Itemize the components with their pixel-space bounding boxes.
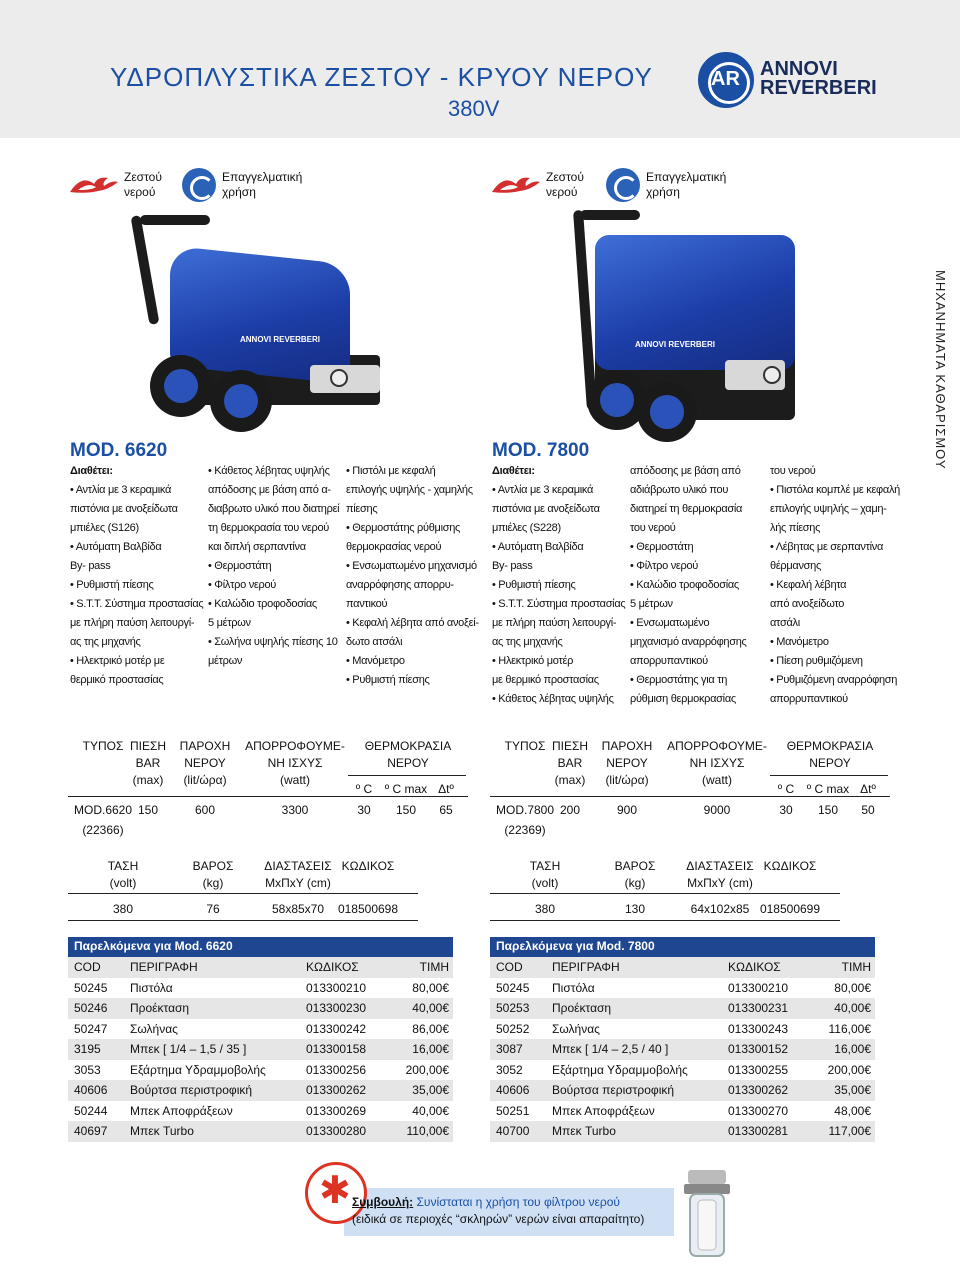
- spec-temp-max: 150: [817, 803, 839, 817]
- table-row: [490, 1019, 875, 1040]
- table-row: [68, 1121, 453, 1142]
- spec-voltage: 380: [112, 902, 134, 916]
- professional-use-icon: [182, 168, 216, 202]
- table-row: [68, 1080, 453, 1101]
- table-row: [68, 1060, 453, 1081]
- brand-name-line2: REVERBERI: [760, 77, 877, 99]
- feature-line: ατσάλι: [770, 617, 800, 629]
- cell: 013300210: [306, 980, 367, 995]
- col-header-power: ΑΠΟΡΡΟΦΟΥΜΕ-: [667, 739, 767, 753]
- feature-line: απορρυπαντικού: [630, 655, 708, 667]
- professional-use-badge-label: Επαγγελματική χρήση: [646, 170, 727, 199]
- col-header-temperature: ΝΕΡΟΥ: [809, 756, 851, 770]
- cell: 35,00€: [412, 1083, 449, 1098]
- side-category-label: ΜΗΧΑΝΗΜΑΤΑ ΚΑΘΑΡΙΣΜΟΥ: [933, 270, 948, 470]
- spec-code: 018500698: [337, 902, 399, 916]
- cell: Μπεκ Turbo: [130, 1124, 194, 1139]
- feature-line: θερμοκρασίας νερού: [346, 541, 442, 553]
- table-row: [68, 1039, 453, 1060]
- cell: 200,00€: [827, 1062, 871, 1077]
- col-header-weight: ΒΑΡΟΣ: [192, 859, 234, 873]
- cell: 50245: [74, 980, 108, 995]
- feature-line: μπιέλες (S126): [70, 522, 139, 534]
- col-header-dimensions: ΜxΠxΥ (cm): [687, 876, 753, 890]
- feature-line: πιστόνια με ανοξείδωτα: [492, 503, 600, 515]
- col-header-voltage: (volt): [109, 876, 137, 890]
- col-header-voltage: ΤΑΣΗ: [529, 859, 561, 873]
- feature-line: από ανοξείδωτο: [770, 598, 845, 610]
- spec-temp-c: 30: [779, 803, 793, 817]
- col-header-power: ΑΠΟΡΡΟΦΟΥΜΕ-: [245, 739, 345, 753]
- col-header-pressure: ΠΙΕΣΗ: [129, 739, 167, 753]
- table-row: [490, 1121, 875, 1142]
- feature-line: • Πιστόλι με κεφαλή: [346, 465, 436, 477]
- col-header-weight: ΒΑΡΟΣ: [614, 859, 656, 873]
- feature-line: • Ρυθμιστή πίεσης: [492, 579, 576, 591]
- feature-line: του νερού: [770, 465, 816, 477]
- feature-line: • Θερμοστάτης για τη: [630, 674, 728, 686]
- table-row: [490, 998, 875, 1019]
- model-7800-title: MOD. 7800: [492, 440, 590, 461]
- cell: Πιστόλα: [552, 980, 595, 995]
- feature-line: απορρυπαντικού: [770, 693, 848, 705]
- cell: Μπεκ [ 1/4 – 2,5 / 40 ]: [552, 1042, 669, 1057]
- cell: 80,00€: [412, 980, 449, 995]
- table-rule: [68, 893, 418, 894]
- spec-type-code: (22366): [82, 823, 124, 837]
- feature-line: με πλήρη παύση λειτουργί-: [70, 617, 195, 629]
- feature-line: • Κάθετος λέβητας υψηλής: [208, 465, 330, 477]
- table-rule: [348, 775, 466, 776]
- accessories-header-row: [490, 957, 875, 978]
- page-title: ΥΔΡΟΠΛΥΣΤΙΚΑ ΖΕΣΤΟΥ - ΚΡΥΟΥ ΝΕΡΟΥ: [110, 62, 653, 92]
- feature-line: και διπλή σερπαντίνα: [208, 541, 306, 553]
- cell: ΠΕΡΙΓΡΑΦΗ: [130, 960, 198, 975]
- cell: 48,00€: [834, 1103, 871, 1118]
- feature-line: 5 μέτρων: [208, 617, 251, 629]
- cell: 013300231: [728, 1001, 789, 1016]
- feature-line: με θερμικό προστασίας: [492, 674, 599, 686]
- feature-line: • Λέβητας με σερπαντίνα: [770, 541, 884, 553]
- machine-6620-brand-label: ANNOVI REVERBERI: [240, 335, 321, 344]
- accessories-table-6620: [68, 937, 453, 1142]
- cell: Βούρτσα περιστροφική: [130, 1083, 253, 1098]
- cell: 16,00€: [412, 1042, 449, 1057]
- cell: Βούρτσα περιστροφική: [552, 1083, 675, 1098]
- spec-delta-t: 50: [861, 803, 875, 817]
- feature-line: μηχανισμό αναρρόφησης: [630, 636, 747, 648]
- cell: 35,00€: [834, 1083, 871, 1098]
- cell: 50247: [74, 1021, 108, 1036]
- feature-line: • Αυτόματη Βαλβίδα: [492, 541, 584, 553]
- feature-line: • Μανόμετρο: [346, 655, 405, 667]
- col-header-flow: ΝΕΡΟΥ: [184, 756, 226, 770]
- feature-line: • Θερμοστάτη: [630, 541, 694, 553]
- cell: 013300256: [306, 1062, 367, 1077]
- cell: 013300158: [306, 1042, 367, 1057]
- page-subtitle: 380V: [448, 96, 500, 121]
- accessories-title: Παρελκόμενα για Mod. 6620: [68, 937, 453, 957]
- accessories-table-7800: [490, 937, 875, 1142]
- col-header-flow: ΠΑΡΟΧΗ: [601, 739, 653, 753]
- feature-line: ας της μηχανής: [70, 636, 141, 648]
- cell: 013300262: [728, 1083, 789, 1098]
- feature-line: μπιέλες (S228): [492, 522, 561, 534]
- feature-line: απόδοσης με βάση από: [630, 465, 741, 477]
- table-row: [490, 1039, 875, 1060]
- col-header-code: ΚΩΔΙΚΟΣ: [341, 859, 395, 873]
- feature-line: διαβρωτο υλικό που διατηρεί: [208, 503, 340, 515]
- table-rule: [490, 893, 840, 894]
- feature-line: • Καλώδιο τροφοδοσίας: [208, 598, 317, 610]
- feature-line: του νερού: [630, 522, 676, 534]
- table-row: [68, 978, 453, 999]
- feature-line: επιλογής υψηλής – χαμη-: [770, 503, 887, 515]
- accessories-header-row: [68, 957, 453, 978]
- table-row: [490, 1080, 875, 1101]
- table-row: [490, 1060, 875, 1081]
- feature-line: αδιάβρωτο υλικό που: [630, 484, 729, 496]
- cell: 013300242: [306, 1021, 367, 1036]
- cell: 013300210: [728, 980, 789, 995]
- spec-weight: 76: [206, 902, 220, 916]
- col-header-temp-max: º C max: [806, 782, 850, 796]
- cell: 117,00€: [828, 1124, 871, 1139]
- model-6620-features-col1: [70, 462, 210, 690]
- col-header-pressure: (max): [132, 773, 164, 787]
- feature-line: • Ρυθμιζόμενη αναρρόφηση: [770, 674, 898, 686]
- table-row: [68, 1019, 453, 1040]
- cell: 013300230: [306, 1001, 367, 1016]
- spec-flow: 600: [194, 803, 216, 817]
- col-header-temperature: ΘΕΡΜΟΚΡΑΣΙΑ: [364, 739, 452, 753]
- brand-name: [760, 60, 877, 98]
- spec-flow: 900: [616, 803, 638, 817]
- feature-line: ρύθμιση θερμοκρασίας: [630, 693, 736, 705]
- feature-line: θέρμανσης: [770, 560, 821, 572]
- feature-line: τη θερμοκρασία του νερού: [208, 522, 329, 534]
- spec-weight: 130: [624, 902, 646, 916]
- cell: Μπεκ Turbo: [552, 1124, 616, 1139]
- col-header-delta-t: Δtº: [438, 782, 454, 796]
- feature-line: απόδοσης με βάση από α-: [208, 484, 331, 496]
- table-rule: [490, 796, 890, 797]
- cell: 40,00€: [412, 1103, 449, 1118]
- col-header-pressure: ΠΙΕΣΗ: [551, 739, 589, 753]
- feature-line: • Αντλία με 3 κεραμικά: [70, 484, 172, 496]
- cell: Προέκταση: [130, 1001, 190, 1016]
- feature-line: παντικού: [346, 598, 388, 610]
- feature-line: By- pass: [492, 560, 533, 572]
- accessories-title: Παρελκόμενα για Mod. 7800: [490, 937, 875, 957]
- hot-water-icon: [490, 172, 542, 194]
- table-row: [68, 1101, 453, 1122]
- col-header-type: ΤΥΠΟΣ: [504, 739, 546, 753]
- cell: 40606: [496, 1083, 530, 1098]
- spec-power: 3300: [281, 803, 309, 817]
- spec-code: 018500699: [759, 902, 821, 916]
- tip-text: [352, 1194, 644, 1228]
- cell: Πιστόλα: [130, 980, 173, 995]
- machine-7800-brand-label: ANNOVI REVERBERI: [635, 340, 716, 349]
- col-header-pressure: BAR: [557, 756, 583, 770]
- table-rule: [68, 796, 468, 797]
- col-header-power: (watt): [702, 773, 732, 787]
- col-header-type: ΤΥΠΟΣ: [82, 739, 124, 753]
- feature-line: • Μανόμετρο: [770, 636, 829, 648]
- model-6620-features-col3: [346, 462, 486, 690]
- col-header-pressure: BAR: [135, 756, 161, 770]
- cell: 40700: [496, 1124, 530, 1139]
- feature-line: • Ηλεκτρικό μοτέρ με: [70, 655, 165, 667]
- cell: 200,00€: [405, 1062, 449, 1077]
- machine-7800-image: [565, 210, 825, 445]
- tip-line2: (ειδικά σε περιοχές “σκληρών” νερών είναι απαραίτητο): [352, 1212, 645, 1226]
- col-header-temperature: ΝΕΡΟΥ: [387, 756, 429, 770]
- table-row: [490, 978, 875, 999]
- spec-temp-c: 30: [357, 803, 371, 817]
- col-header-dimensions: ΔΙΑΣΤΑΣΕΙΣ: [264, 859, 332, 873]
- col-header-flow: (lit/ώρα): [183, 773, 227, 787]
- col-header-dimensions: ΜxΠxΥ (cm): [265, 876, 331, 890]
- feature-line: • Αντλία με 3 κεραμικά: [492, 484, 594, 496]
- cell: 013300280: [306, 1124, 367, 1139]
- cell: Μπεκ Αποφράξεων: [130, 1103, 233, 1118]
- feature-line: • Κεφαλή λέβητα από ανοξεί-: [346, 617, 479, 629]
- cell: ΚΩΔΙΚΟΣ: [728, 960, 781, 975]
- col-header-pressure: (max): [554, 773, 586, 787]
- cell: 50251: [496, 1103, 530, 1118]
- cell: Προέκταση: [552, 1001, 612, 1016]
- col-header-delta-t: Δtº: [860, 782, 876, 796]
- spec-type: MOD.6620: [73, 803, 133, 817]
- cell: 86,00€: [412, 1021, 449, 1036]
- cell: 3195: [74, 1042, 101, 1057]
- feature-line: • S.T.T. Σύστημα προστασίας: [492, 598, 626, 610]
- brand-name-line1: ANNOVI: [760, 58, 838, 80]
- col-header-weight: (kg): [624, 876, 646, 890]
- col-header-temperature: ΘΕΡΜΟΚΡΑΣΙΑ: [786, 739, 874, 753]
- spec-pressure: 150: [137, 803, 159, 817]
- feature-line: • Ηλεκτρικό μοτέρ: [492, 655, 574, 667]
- feature-line: • S.T.T. Σύστημα προστασίας: [70, 598, 204, 610]
- feature-line: πιστόνια με ανοξείδωτα: [70, 503, 178, 515]
- model-6620-features-col2: [208, 462, 343, 671]
- cell: ΤΙΜΗ: [419, 960, 449, 975]
- brand-logo-letters: AR: [711, 68, 740, 90]
- cell: 013300270: [728, 1103, 789, 1118]
- feature-line: • Σωλήνα υψηλής πίεσης 10: [208, 636, 338, 648]
- table-rule: [490, 920, 840, 921]
- table-rule: [770, 775, 888, 776]
- feature-line: 5 μέτρων: [630, 598, 673, 610]
- cell: 013300269: [306, 1103, 367, 1118]
- spec-dimensions: 64x102x85: [690, 902, 750, 916]
- cell: 40606: [74, 1083, 108, 1098]
- cell: COD: [74, 960, 101, 975]
- table-rule: [68, 920, 418, 921]
- model-7800-features-col1: [492, 462, 632, 709]
- spec-pressure: 200: [559, 803, 581, 817]
- cell: Εξάρτημα Υδραμμοβολής: [130, 1062, 266, 1077]
- features-heading: Διαθέτει:: [492, 465, 535, 477]
- col-header-flow: ΠΑΡΟΧΗ: [179, 739, 231, 753]
- col-header-power: ΝΗ ΙΣΧΥΣ: [689, 756, 745, 770]
- spec-dimensions: 58x85x70: [271, 902, 325, 916]
- cell: Σωλήνας: [130, 1021, 178, 1036]
- col-header-flow: ΝΕΡΟΥ: [606, 756, 648, 770]
- machine-6620-image: [130, 215, 400, 440]
- col-header-voltage: ΤΑΣΗ: [107, 859, 139, 873]
- cell: Μπεκ Αποφράξεων: [552, 1103, 655, 1118]
- feature-line: • Ρυθμιστή πίεσης: [70, 579, 154, 591]
- col-header-code: ΚΩΔΙΚΟΣ: [763, 859, 817, 873]
- cell: 3052: [496, 1062, 523, 1077]
- cell: 40,00€: [834, 1001, 871, 1016]
- cell: 50245: [496, 980, 530, 995]
- feature-line: • Ενσωματωμένο μηχανισμό: [346, 560, 477, 572]
- cell: 50252: [496, 1021, 530, 1036]
- feature-line: λής πίεσης: [770, 522, 821, 534]
- cell: Εξάρτημα Υδραμμοβολής: [552, 1062, 688, 1077]
- col-header-dimensions: ΔΙΑΣΤΑΣΕΙΣ: [686, 859, 754, 873]
- table-row: [490, 1101, 875, 1122]
- col-header-flow: (lit/ώρα): [605, 773, 649, 787]
- feature-line: θερμικό προστασίας: [70, 674, 164, 686]
- col-header-temp-c: º C: [355, 782, 373, 796]
- cell: 80,00€: [834, 980, 871, 995]
- feature-line: ας της μηχανής: [492, 636, 563, 648]
- feature-line: • Θερμοστάτη: [208, 560, 272, 572]
- cell: 116,00€: [828, 1021, 871, 1036]
- professional-use-icon: [606, 168, 640, 202]
- spec-power: 9000: [703, 803, 731, 817]
- feature-line: μέτρων: [208, 655, 243, 667]
- model-6620-title: MOD. 6620: [70, 440, 168, 461]
- cell: 50244: [74, 1103, 108, 1118]
- spec-voltage: 380: [534, 902, 556, 916]
- spec-temp-max: 150: [395, 803, 417, 817]
- feature-line: • Πίεση ρυθμιζόμενη: [770, 655, 863, 667]
- feature-line: • Ρυθμιστή πίεσης: [346, 674, 430, 686]
- feature-line: • Κάθετος λέβητας υψηλής: [492, 693, 614, 705]
- cell: 013300255: [728, 1062, 789, 1077]
- features-heading: Διαθέτει:: [70, 465, 113, 477]
- feature-line: πίεσης: [346, 503, 378, 515]
- model-7800-features-col3: [770, 462, 910, 709]
- col-header-weight: (kg): [202, 876, 224, 890]
- cell: ΚΩΔΙΚΟΣ: [306, 960, 359, 975]
- cell: 16,00€: [834, 1042, 871, 1057]
- cell: 013300152: [728, 1042, 789, 1057]
- feature-line: • Καλώδιο τροφοδοσίας: [630, 579, 739, 591]
- cell: 50246: [74, 1001, 108, 1016]
- cell: 3053: [74, 1062, 101, 1077]
- cell: 40697: [74, 1124, 108, 1139]
- feature-line: με πλήρη παύση λειτουργί-: [492, 617, 617, 629]
- table-row: [68, 998, 453, 1019]
- feature-line: αναρρόφησης απορρυ-: [346, 579, 454, 591]
- tip-label: Συμβουλή:: [352, 1195, 414, 1209]
- professional-use-badge-label: Επαγγελματική χρήση: [222, 170, 303, 199]
- cell: 013300262: [306, 1083, 367, 1098]
- tip-line1: Συνίσταται η χρήση του φίλτρου νερού: [416, 1195, 620, 1209]
- cell: COD: [496, 960, 523, 975]
- cell: 110,00€: [406, 1124, 449, 1139]
- feature-line: • Κεφαλή λέβητα: [770, 579, 847, 591]
- model-7800-features-col2: [630, 462, 766, 709]
- spec-table-7800: [490, 738, 890, 928]
- col-header-voltage: (volt): [531, 876, 559, 890]
- cell: 40,00€: [412, 1001, 449, 1016]
- feature-line: • Φίλτρο νερού: [630, 560, 698, 572]
- col-header-temp-max: º C max: [384, 782, 428, 796]
- hot-water-icon: [68, 172, 120, 194]
- feature-line: δωτο ατσάλι: [346, 636, 403, 648]
- feature-line: • Θερμοστάτης ρύθμισης: [346, 522, 461, 534]
- cell: Μπεκ [ 1/4 – 1,5 / 35 ]: [130, 1042, 247, 1057]
- col-header-power: (watt): [280, 773, 310, 787]
- cell: ΠΕΡΙΓΡΑΦΗ: [552, 960, 620, 975]
- spec-table-6620: [68, 738, 468, 928]
- hot-water-badge-label: Ζεστού νερού: [124, 170, 162, 199]
- feature-line: • Αυτόματη Βαλβίδα: [70, 541, 162, 553]
- hot-water-badge-label: Ζεστού νερού: [546, 170, 584, 199]
- feature-line: • Πιστόλα κομπλέ με κεφαλή: [770, 484, 900, 496]
- cell: ΤΙΜΗ: [841, 960, 871, 975]
- spec-delta-t: 65: [439, 803, 453, 817]
- feature-line: διατηρεί τη θερμοκρασία: [630, 503, 743, 515]
- cell: 013300281: [728, 1124, 789, 1139]
- cell: Σωλήνας: [552, 1021, 600, 1036]
- feature-line: επιλογής υψηλής - χαμηλής: [346, 484, 473, 496]
- cell: 013300243: [728, 1021, 789, 1036]
- col-header-power: ΝΗ ΙΣΧΥΣ: [267, 756, 323, 770]
- feature-line: • Ενσωματωμένο: [630, 617, 710, 629]
- water-filter-icon: [680, 1170, 734, 1264]
- spec-type: MOD.7800: [495, 803, 555, 817]
- feature-line: By- pass: [70, 560, 111, 572]
- spec-type-code: (22369): [504, 823, 546, 837]
- col-header-temp-c: º C: [777, 782, 795, 796]
- cell: 50253: [496, 1001, 530, 1016]
- feature-line: • Φίλτρο νερού: [208, 579, 276, 591]
- cell: 3087: [496, 1042, 523, 1057]
